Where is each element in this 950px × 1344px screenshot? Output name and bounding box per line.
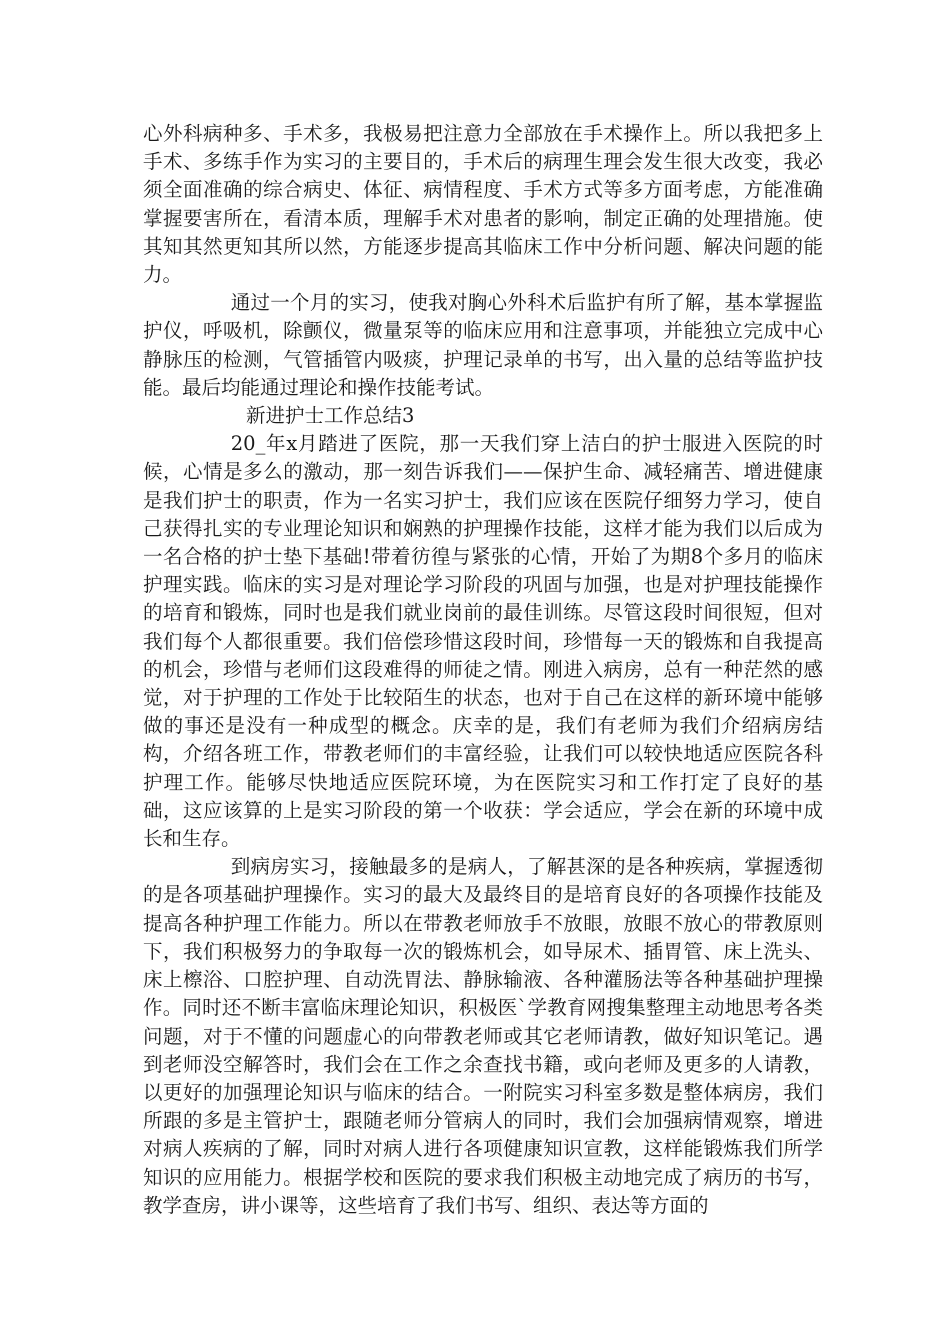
paragraph-3: 20_年x月踏进了医院，那一天我们穿上洁白的护士服进入医院的时候，心情是多么的激动，那一刻告诉我们——保护生命、减轻痛苦、增进健康是我们护士的职责，作为一名实习护士，我们应该在医院仔细努力学习，使自己获得扎实的专业理论知识和娴熟的护理操作技能，这样才能为我们以后成为一名合格的护士垫下基础!带着彷徨与紧张的心情，开始了为期8个多月的临床护理实践。临床的实习是对理论学习阶段的巩固与加强，也是对护理技能操作的培育和锻炼，同时也是我们就业岗前的最佳训练。尽管这段时间很短，但对我们每个人都很重要。我们倍偿珍惜这段时间，珍惜每一天的锻炼和自我提高的机会，珍惜与老师们这段难得的师徒之情。刚进入病房，总有一种茫然的感觉，对于护理的工作处于比较陌生的状态，也对于自己在这样的新环境中能够做的事还是没有一种成型的概念。庆幸的是，我们有老师为我们介绍病房结构，介绍各班工作，带教老师们的丰富经验，让我们可以较快地适应医院各科护理工作。能够尽快地适应医院环境，为在医院实习和工作打定了良好的基础，这应该算的上是实习阶段的第一个收获：学会适应，学会在新的环境中成长和生存。 <box>143 432 823 851</box>
paragraph-4: 到病房实习，接触最多的是病人，了解甚深的是各种疾病，掌握透彻的是各项基础护理操作。实习的最大及最终目的是培育良好的各项操作技能及提高各种护理工作能力。所以在带教老师放手不放眼，放眼不放心的带教原则下，我们积极努力的争取每一次的锻炼机会，如导尿术、插胃管、床上洗头、床上檫浴、口腔护理、自动洗胃法、静脉输液、各种灌肠法等各种基础护理操作。同时还不断丰富临床理论知识，积极医`学教育网搜集整理主动地思考各类问题，对于不懂的问题虚心的向带教老师或其它老师请教，做好知识笔记。遇到老师没空解答时，我们会在工作之余查找书籍，或向老师及更多的人请教，以更好的加强理论知识与临床的结合。一附院实习科室多数是整体病房，我们所跟的多是主管护士，跟随老师分管病人的同时，我们会加强病情观察，增进对病人疾病的了解，同时对病人进行各项健康知识宣教，这样能锻炼我们所学知识的应用能力。根据学校和医院的要求我们积极主动地完成了病历的书写，教学查房，讲小课等，这些培育了我们书写、组织、表达等方面的 <box>143 855 823 1217</box>
paragraph-2: 通过一个月的实习，使我对胸心外科术后监护有所了解，基本掌握监护仪，呼吸机，除颤仪，微量泵等的临床应用和注意事项，并能独立完成中心静脉压的检测，气管插管内吸痰，护理记录单的书写，出入量的总结等监护技能。最后均能通过理论和操作技能考试。 <box>143 291 823 399</box>
section-heading: 新进护士工作总结3 <box>246 404 415 428</box>
paragraph-1: 心外科病种多、手术多，我极易把注意力全部放在手术操作上。所以我把多上手术、多练手作为实习的主要目的，手术后的病理生理会发生很大改变，我必须全面准确的综合病史、体征、病情程度、手术方式等多方面考虑，方能准确掌握要害所在，看清本质，理解手术对患者的影响，制定正确的处理措施。使其知其然更知其所以然，方能逐步提高其临床工作中分析问题、解决问题的能力。 <box>143 122 823 287</box>
document-body <box>143 120 823 1220</box>
